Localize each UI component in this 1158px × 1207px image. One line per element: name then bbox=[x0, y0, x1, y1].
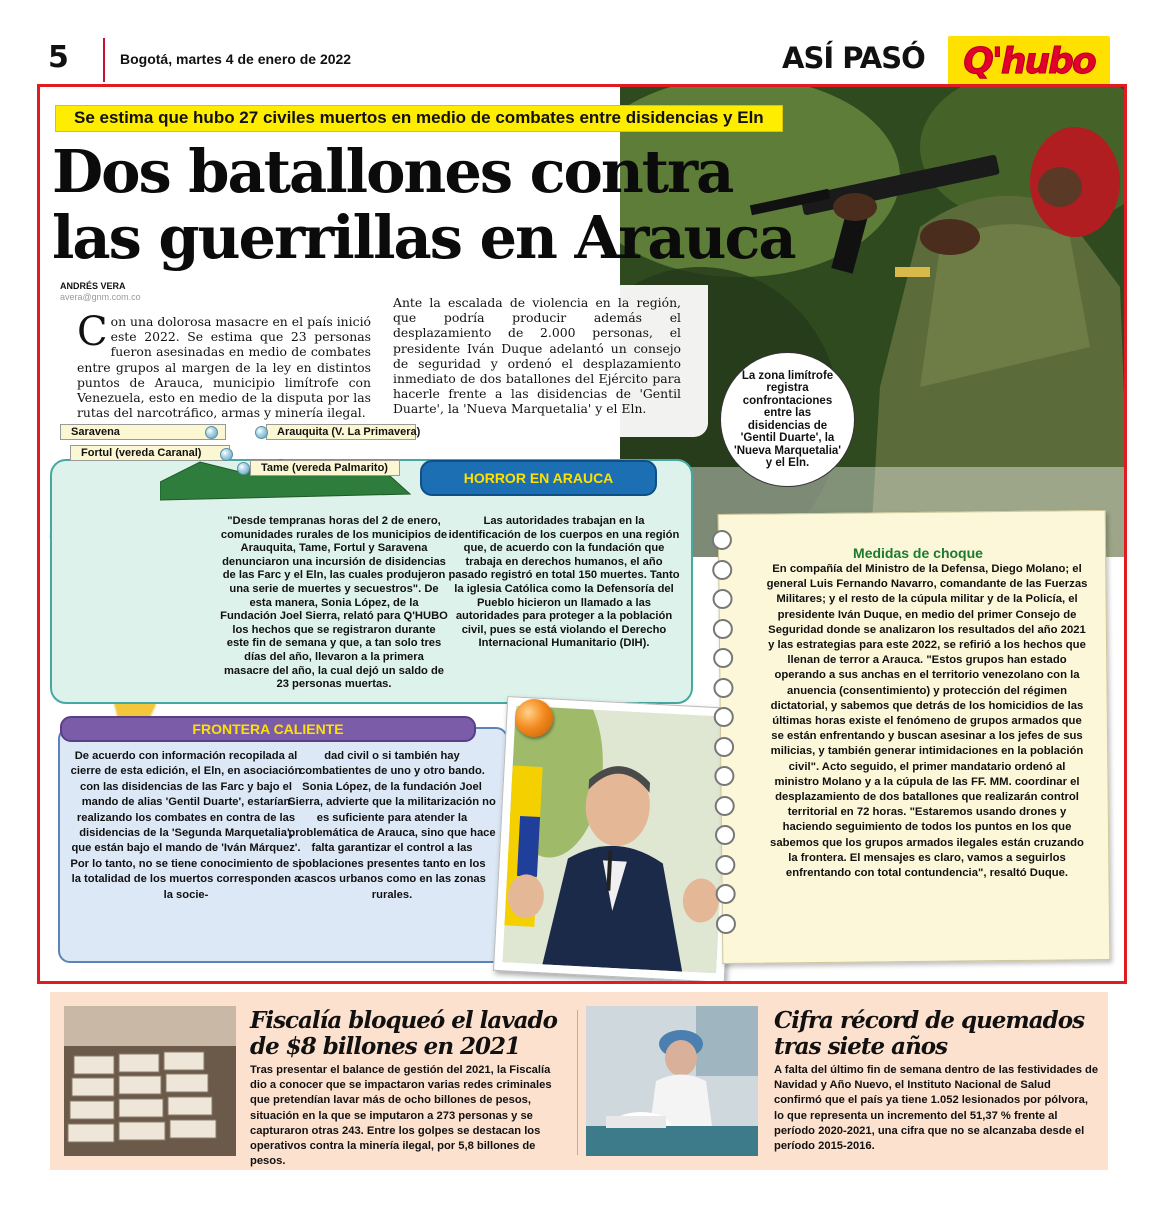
location-arauquita: Arauquita (V. La Primavera) bbox=[266, 424, 416, 440]
frontera-column-1: De acuerdo con información recopilada al cierre de esta edición, el Eln, en asociación con las disidencias de las Farc y bajo el mando de alias 'Gentil Duarte', estarían realizando los combates en contra de las disidencias de la 'Segunda Marquetalia', que están bajo el mando de 'Iván Márquez'. Por lo tanto, no se tiene conocimiento de si la totalidad de los muertos corresponden a la socie- bbox=[70, 750, 302, 901]
medidas-title: Medidas de choque bbox=[853, 545, 983, 561]
location-pin-icon bbox=[237, 462, 250, 475]
money-bundles-photo bbox=[64, 1006, 236, 1156]
brief-1-title: Fiscalía bloqueó el lavado de $8 billones en 2021 bbox=[250, 1007, 557, 1060]
frontera-title: FRONTERA CALIENTE bbox=[60, 716, 476, 742]
location-tame: Tame (vereda Palmarito) bbox=[250, 460, 400, 476]
notebook-rings bbox=[712, 530, 738, 950]
article-headline bbox=[52, 139, 832, 271]
duque-photo bbox=[493, 696, 739, 983]
medidas-body: En compañía del Ministro de la Defensa, Diego Molano; el general Luis Fernando Navarro, comandante de las Fuerzas Militares; y el resto de la cúpula militar y de la Policía, el presidente Iván Duque, en medio del primer Consejo de Seguridad donde se analizaron los resultados del año 2021 y las estrategias para este 2022, se refirió a los hechos que llenan de terror a Arauca. "Estos grupos han estado operando a sus anchas en el territorio venezolano con la anuencia (consentimiento) y protección del régimen dictatorial, y sabemos que detrás de los homicidios de las últimas horas existe el fenómeno de grupos armados que se están enfrentando y buscan asesinar a los jefes de sus milicias, y también generar intimidaciones en la población civil". Acto seguido, el primer mandatario ordenó al ministro Molano y a la cúpula de las FF. MM. coordinar el desplazamiento de dos batallones que realizarán control territorial en 72 horas. "Estaremos usando drones y haciendo seguimiento de todos los puntos en los que sabemos que los grupos armados ilegales están cruzando la frontera. El mensajes es claro, vamos a seguirlos enfrentando con total contundencia", resaltó Duque. bbox=[766, 563, 1088, 880]
location-pin-icon bbox=[205, 426, 218, 439]
location-fortul: Fortul (vereda Caranal) bbox=[70, 445, 230, 461]
byline-email: avera@gnm.com.co bbox=[60, 292, 141, 302]
intro-text-1: on una dolorosa masacre en el país inició este 2022. Se estima que 23 personas fueron asesinadas en medio de combates entre grupos al margen de la ley en distintos puntos de Arauca, municipio limítrofe con Venezuela, esto en medio de la disputa por las rutas del narcotráfico, armas y minería ilegal. bbox=[77, 314, 371, 421]
brief-1-body: Tras presentar el balance de gestión del 2021, la Fiscalía dio a conocer que se impactaron varias redes criminales que pretendían lavar más de ocho billones de pesos, situación en la que se imputaron a 273 personas y se capturaron otras 243. Entre los golpes se destacan los operativos contra la minería ilegal, por 5,8 billones de pesos. bbox=[250, 1064, 552, 1168]
section-title: ASÍ PASÓ bbox=[782, 41, 925, 75]
drop-cap: C bbox=[77, 309, 108, 355]
brand-logo bbox=[948, 36, 1110, 86]
location-pin-icon bbox=[255, 426, 268, 439]
main-article bbox=[37, 84, 1127, 984]
header-divider bbox=[103, 38, 105, 82]
location-pin-icon bbox=[220, 448, 233, 461]
speech-bubble: La zona limítrofe registra confrontaciones entre las disidencias de 'Gentil Duarte', la 'Nueva Marquetalia' y el Eln. bbox=[720, 352, 855, 487]
horror-column-1: "Desde tempranas horas del 2 de enero, comunidades rurales de los municipios de Arauquita, Tame, Fortul y Saravena denunciaron una incursión de disidencias de las Farc y el Eln, las cuales produjeron una serie de muertes y secuestros". De esta manera, Sonia López, de la Fundación Joel Sierra, relató para Q'HUBO los hechos que se registraron durante este fin de semana y que, a tan solo tres días del año, llevaron a la primera masacre del año, la cual dejó un saldo de 23 personas muertas. bbox=[220, 515, 448, 691]
headline-line-1: Dos batallones contra bbox=[52, 137, 733, 206]
hospital-photo bbox=[586, 1006, 758, 1156]
pushpin-icon bbox=[515, 699, 553, 737]
brief-2-title: Cifra récord de quemados tras siete años bbox=[774, 1007, 1085, 1060]
page-number: 5 bbox=[48, 40, 69, 75]
headline-line-2: las guerrillas en Arauca bbox=[52, 203, 795, 272]
brand-logo-text: Q'hubo bbox=[963, 40, 1095, 82]
byline-author: ANDRÉS VERA bbox=[60, 281, 126, 291]
location-saravena: Saravena bbox=[60, 424, 226, 440]
article-kicker: Se estima que hubo 27 civiles muertos en medio de combates entre disidencias y Eln bbox=[55, 105, 783, 132]
frontera-column-2: dad civil o si también hay combatientes de uno y otro bando. Sonia López, de la fundación Joel Sierra, advierte que la militarización no es suficiente para atender la problemática de Arauca, sino que hace falta garantizar el control a las poblaciones presentes tanto en los cascos urbanos como en las zonas rurales. bbox=[288, 750, 496, 901]
intro-column-1 bbox=[77, 309, 371, 421]
horror-title: HORROR EN ARAUCA bbox=[420, 460, 657, 496]
briefs-divider bbox=[577, 1010, 578, 1155]
brief-2-body: A falta del último fin de semana dentro de las festividades de Navidad y Año Nuevo, el Instituto Nacional de Salud confirmó que el país ya tiene 1.052 lesionados por pólvora, lo que representa un incremento del 51,37 % frente al período 2020-2021, una cifra que no se alcanzaba desde el período 2015-2016. bbox=[774, 1064, 1099, 1153]
intro-column-2: Ante la escalada de violencia en la región, que podría producir además el desplazamiento de 2.000 personas, el presidente Iván Duque adelantó un consejo de seguridad y ordenó el desplazamiento inmediato de dos batallones del Ejército para hacerle frente a las disidencias de 'Gentil Duarte', la 'Nueva Marquetalia' y el Eln. bbox=[393, 295, 681, 417]
publication-date: Bogotá, martes 4 de enero de 2022 bbox=[120, 51, 352, 67]
horror-column-2: Las autoridades trabajan en la identificación de los cuerpos en una región que, de acuerdo con la fundación que trabaja en derechos humanos, el año pasado registró en total 150 muertes. Tanto la iglesia Católica como la Defensoría del Pueblo hicieron un llamado a las autoridades para proteger a la población civil, pues se está violando el Derecho Internacional Humanitario (DIH). bbox=[448, 515, 680, 650]
